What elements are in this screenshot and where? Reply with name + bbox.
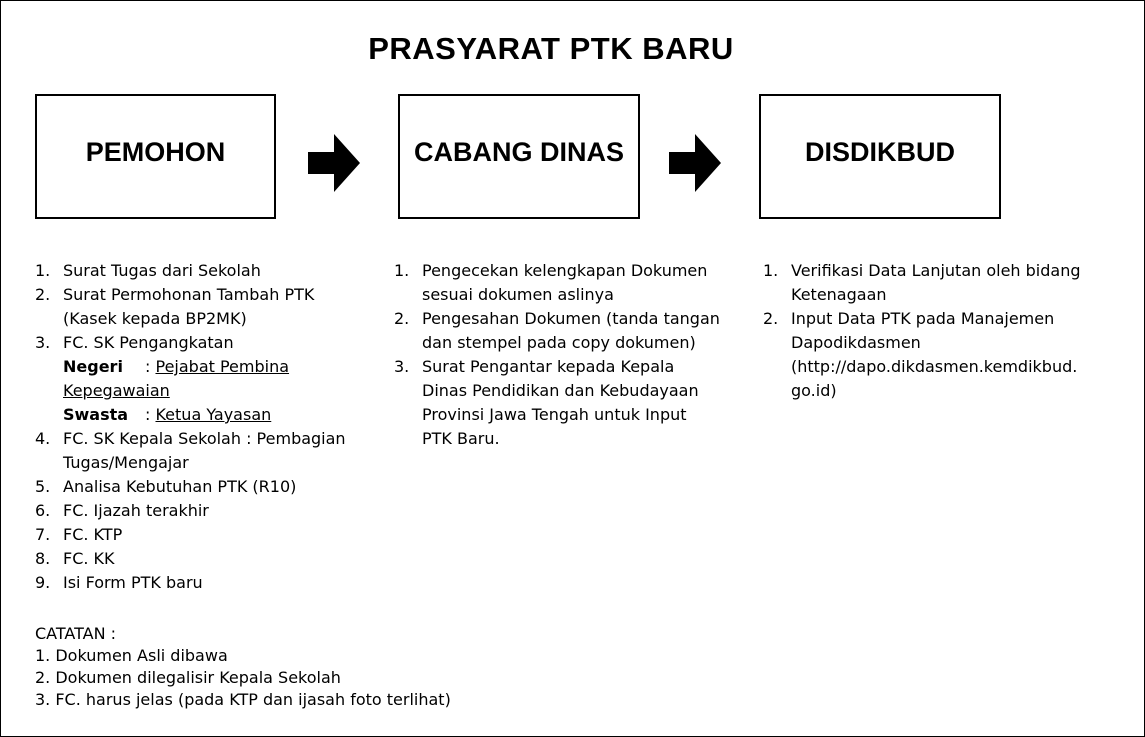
list-item-line: (Kasek kepada BP2MK): [63, 309, 247, 328]
list-item-line: FC. SK Kepala Sekolah : Pembagian: [63, 429, 346, 448]
list-item-line: dan stempel pada copy dokumen): [422, 333, 696, 352]
list-item-text: [63, 523, 365, 547]
list-item-text: [63, 571, 365, 595]
list-item-number: 1.: [394, 261, 410, 280]
list-item-text: [63, 283, 365, 331]
arrow-right-icon: [308, 134, 360, 192]
box-cabang-dinas-label: CABANG DINAS: [413, 137, 624, 167]
negeri-value-2: Kepegawaian: [63, 381, 170, 400]
box-disdikbud-label: DISDIKBUD: [804, 137, 955, 167]
list-item-line: FC. KK: [63, 549, 115, 568]
cabang-dinas-list: [394, 259, 734, 451]
list-item-text: [422, 307, 734, 355]
negeri-value-1: Pejabat Pembina: [155, 357, 290, 376]
list-item-line: (http://dapo.dikdasmen.kemdikbud.: [791, 357, 1078, 376]
list-item-line: FC. SK Pengangkatan: [63, 333, 234, 352]
list-item-number: 4.: [35, 429, 51, 448]
list-item-line: sesuai dokumen aslinya: [422, 285, 614, 304]
list-item-line: go.id): [791, 381, 837, 400]
box-pemohon-label: PEMOHON: [85, 137, 226, 167]
list-item-number: 2.: [35, 285, 51, 304]
swasta-label: Swasta: [63, 405, 129, 424]
list-item-number: 5.: [35, 477, 51, 496]
list-item-text: [63, 331, 365, 355]
list-item: [35, 283, 365, 331]
list-item-text: [63, 427, 365, 475]
notes-line: 1. Dokumen Asli dibawa: [35, 646, 228, 665]
list-item-line: Ketenagaan: [791, 285, 887, 304]
list-item: [35, 331, 365, 355]
negeri-sep: :: [145, 357, 151, 376]
list-item-text: [63, 499, 365, 523]
list-item-text: [791, 259, 1093, 307]
list-item: [35, 523, 365, 547]
list-item-line: Surat Tugas dari Sekolah: [63, 261, 261, 280]
list-item-line: Dapodikdasmen: [791, 333, 921, 352]
list-item-text: [422, 259, 734, 307]
negeri-row: [35, 355, 365, 379]
list-item-line: Analisa Kebutuhan PTK (R10): [63, 477, 297, 496]
list-item-number: 1.: [763, 261, 779, 280]
box-cabang-dinas: [398, 94, 640, 219]
negeri-value: [145, 355, 289, 379]
list-item: [763, 259, 1093, 307]
list-item-text: [63, 547, 365, 571]
list-item-line: Input Data PTK pada Manajemen: [791, 309, 1055, 328]
diagram-title: PRASYARAT PTK BARU: [368, 31, 734, 66]
notes: [35, 623, 451, 711]
list-item-text: [63, 259, 365, 283]
list-item-number: 6.: [35, 501, 51, 520]
list-item-line: Surat Permohonan Tambah PTK: [63, 285, 315, 304]
swasta-sep: :: [145, 405, 151, 424]
list-item-number: 8.: [35, 549, 51, 568]
list-item-line: Pengecekan kelengkapan Dokumen: [422, 261, 708, 280]
list-item: [394, 307, 734, 355]
list-item-number: 3.: [394, 357, 410, 376]
swasta-value-text: Ketua Yayasan: [155, 405, 272, 424]
list-item: [35, 499, 365, 523]
list-item-number: 2.: [763, 309, 779, 328]
list-item-text: [63, 475, 365, 499]
list-item-number: 7.: [35, 525, 51, 544]
box-disdikbud: [759, 94, 1001, 219]
list-item-line: Pengesahan Dokumen (tanda tangan: [422, 309, 720, 328]
negeri-row-cont: [35, 379, 365, 403]
disdikbud-list: [763, 259, 1093, 403]
list-item-text: [791, 307, 1093, 403]
list-item-number: 2.: [394, 309, 410, 328]
list-item: [35, 571, 365, 595]
list-item-line: PTK Baru.: [422, 429, 500, 448]
list-item-line: Isi Form PTK baru: [63, 573, 203, 592]
negeri-label: Negeri: [63, 357, 123, 376]
list-item-line: FC. KTP: [63, 525, 123, 544]
list-item-line: Surat Pengantar kepada Kepala: [422, 357, 675, 376]
list-item-line: FC. Ijazah terakhir: [63, 501, 209, 520]
swasta-row: [35, 403, 365, 427]
list-item: [35, 259, 365, 283]
list-item: [763, 307, 1093, 403]
list-item-text: [422, 355, 734, 451]
list-item: [394, 259, 734, 307]
list-item-number: 9.: [35, 573, 51, 592]
notes-heading: CATATAN :: [35, 624, 117, 643]
notes-line: 2. Dokumen dilegalisir Kepala Sekolah: [35, 668, 341, 687]
list-item: [394, 355, 734, 451]
list-item-number: 3.: [35, 333, 51, 352]
list-item-line: Provinsi Jawa Tengah untuk Input: [422, 405, 687, 424]
box-pemohon: [35, 94, 276, 219]
list-item-line: Tugas/Mengajar: [63, 453, 189, 472]
arrow-right-icon: [669, 134, 721, 192]
list-item: [35, 547, 365, 571]
list-item-line: Verifikasi Data Lanjutan oleh bidang: [791, 261, 1081, 280]
list-item: [35, 475, 365, 499]
notes-line: 3. FC. harus jelas (pada KTP dan ijasah foto terlihat): [35, 690, 451, 709]
list-item-number: 1.: [35, 261, 51, 280]
swasta-value: [145, 403, 271, 427]
list-item: [35, 427, 365, 475]
list-item-line: Dinas Pendidikan dan Kebudayaan: [422, 381, 699, 400]
pemohon-list: [35, 259, 365, 595]
